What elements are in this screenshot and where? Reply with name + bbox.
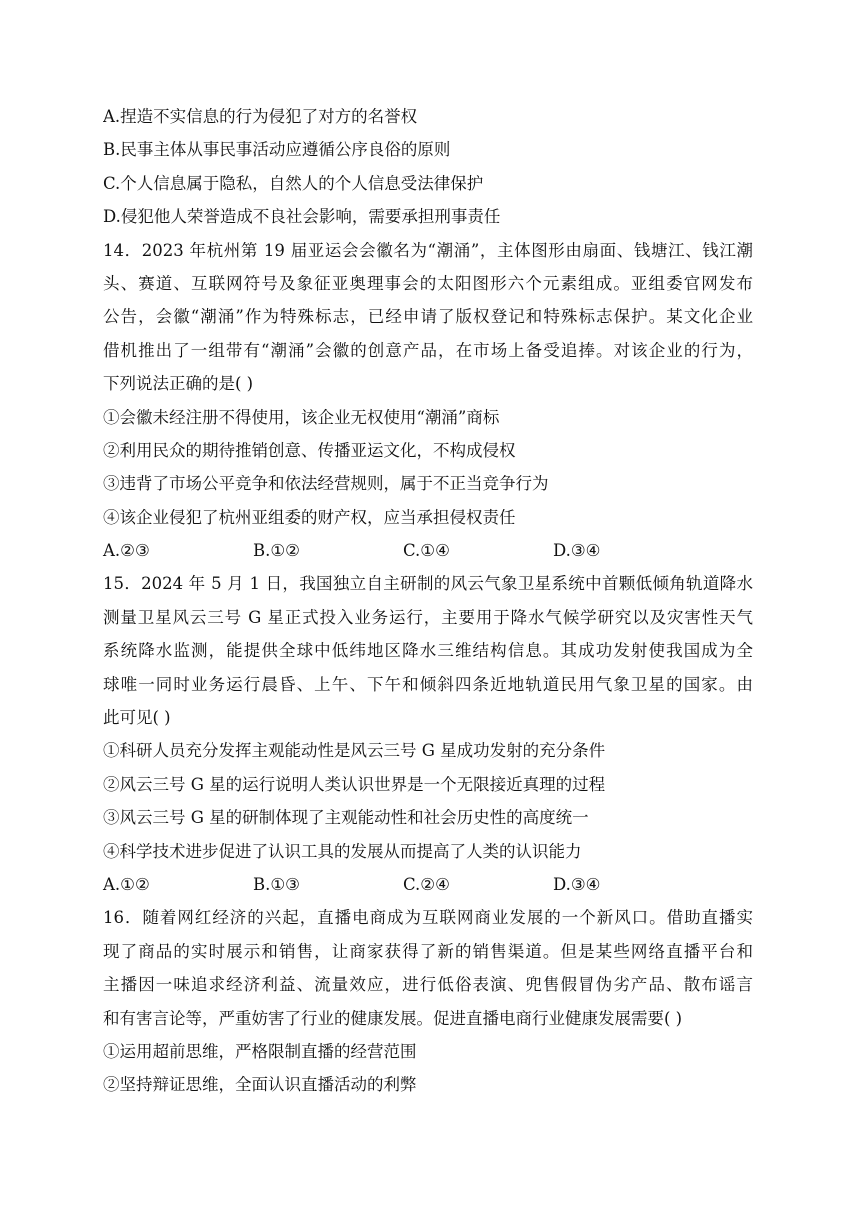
q14-stem-line: 头、赛道、互联网符号及象征亚奥理事会的太阳图形六个元素组成。亚组委官网发布	[103, 273, 753, 293]
question-14	[103, 234, 753, 568]
q15-choice-c: C.②④	[403, 874, 450, 894]
q14-choice-c: C.①④	[403, 541, 450, 561]
q15-statement-4: ④科学技术进步促进了认识工具的发展从而提高了人类的认识能力	[103, 841, 582, 861]
q16-stem-line: 和有害言论等，严重妨害了行业的健康发展。促进直播电商行业健康发展需要( )	[103, 1008, 683, 1028]
q15-stem-line: 球唯一同时业务运行晨昏、上午、下午和倾斜四条近地轨道民用气象卫星的国家。由	[103, 674, 753, 694]
q14-statement-4: ④该企业侵犯了杭州亚组委的财产权，应当承担侵权责任	[103, 507, 516, 527]
q16-stem-line: 主播因一味追求经济利益、流量效应，进行低俗表演、兜售假冒伪劣产品、散布谣言	[103, 975, 753, 995]
q15-statement-2: ②风云三号 G 星的运行说明人类认识世界是一个无限接近真理的过程	[103, 774, 606, 794]
q15-statement-3: ③风云三号 G 星的研制体现了主观能动性和社会历史性的高度统一	[103, 808, 589, 828]
q15-statement-1: ①科研人员充分发挥主观能动性是风云三号 G 星成功发射的充分条件	[103, 741, 606, 761]
q14-choice-b: B.①②	[253, 541, 300, 561]
q15-stem-line: 此可见( )	[103, 708, 171, 728]
q15-stem-line: 测量卫星风云三号 G 星正式投入业务运行，主要用于降水气候学研究以及灾害性天气	[103, 607, 753, 627]
q15-choice-b: B.①③	[253, 874, 300, 894]
q15-stem-line: 15．2024 年 5 月 1 日，我国独立自主研制的风云气象卫星系统中首颗低倾角轨道降水	[103, 574, 753, 594]
q14-stem-line: 借机推出了一组带有“潮涌”会徽的创意产品，在市场上备受追捧。对该企业的行为，	[103, 340, 753, 360]
q14-statement-1: ①会徽未经注册不得使用，该企业无权使用“潮涌”商标	[103, 407, 500, 427]
q14-choice-a: A.②③	[103, 541, 150, 561]
q14-stem-line: 下列说法正确的是( )	[103, 374, 254, 394]
q15-stem-line: 系统降水监测，能提供全球中低纬地区降水三维结构信息。其成功发射使我国成为全	[103, 641, 753, 661]
q15-choice-a: A.①②	[103, 874, 150, 894]
q14-choice-d: D.③④	[553, 541, 601, 561]
page-content	[103, 100, 753, 1102]
q15-choice-d: D.③④	[553, 874, 601, 894]
q14-stem-line: 公告，会徽“潮涌”作为特殊标志，已经申请了版权登记和特殊标志保护。某文化企业	[103, 307, 753, 327]
q14-choices	[103, 534, 753, 567]
question-15	[103, 567, 753, 901]
q13-option-b: B.民事主体从事民事活动应遵循公序良俗的原则	[103, 140, 451, 160]
q15-choices	[103, 868, 753, 901]
question-16	[103, 901, 753, 1101]
q16-statement-1: ①运用超前思维，严格限制直播的经营范围	[103, 1041, 417, 1061]
q13-option-a: A.捏造不实信息的行为侵犯了对方的名誉权	[103, 107, 418, 126]
q13-option-d: D.侵犯他人荣誉造成不良社会影响，需要承担刑事责任	[103, 207, 501, 227]
q16-statement-2: ②坚持辩证思维，全面认识直播活动的利弊	[103, 1075, 417, 1095]
q14-stem-line: 14．2023 年杭州第 19 届亚运会会徽名为“潮涌”，主体图形由扇面、钱塘江、钱江潮	[103, 240, 753, 260]
q14-statement-2: ②利用民众的期待推销创意、传播亚运文化，不构成侵权	[103, 440, 516, 460]
q16-stem-line: 16．随着网红经济的兴起，直播电商成为互联网商业发展的一个新风口。借助直播实	[103, 908, 753, 928]
q13-options	[103, 100, 753, 234]
q16-stem-line: 现了商品的实时展示和销售，让商家获得了新的销售渠道。但是某些网络直播平台和	[103, 941, 753, 961]
q14-statement-3: ③违背了市场公平竞争和依法经营规则，属于不正当竞争行为	[103, 474, 549, 494]
q13-option-c: C.个人信息属于隐私，自然人的个人信息受法律保护	[103, 173, 484, 193]
